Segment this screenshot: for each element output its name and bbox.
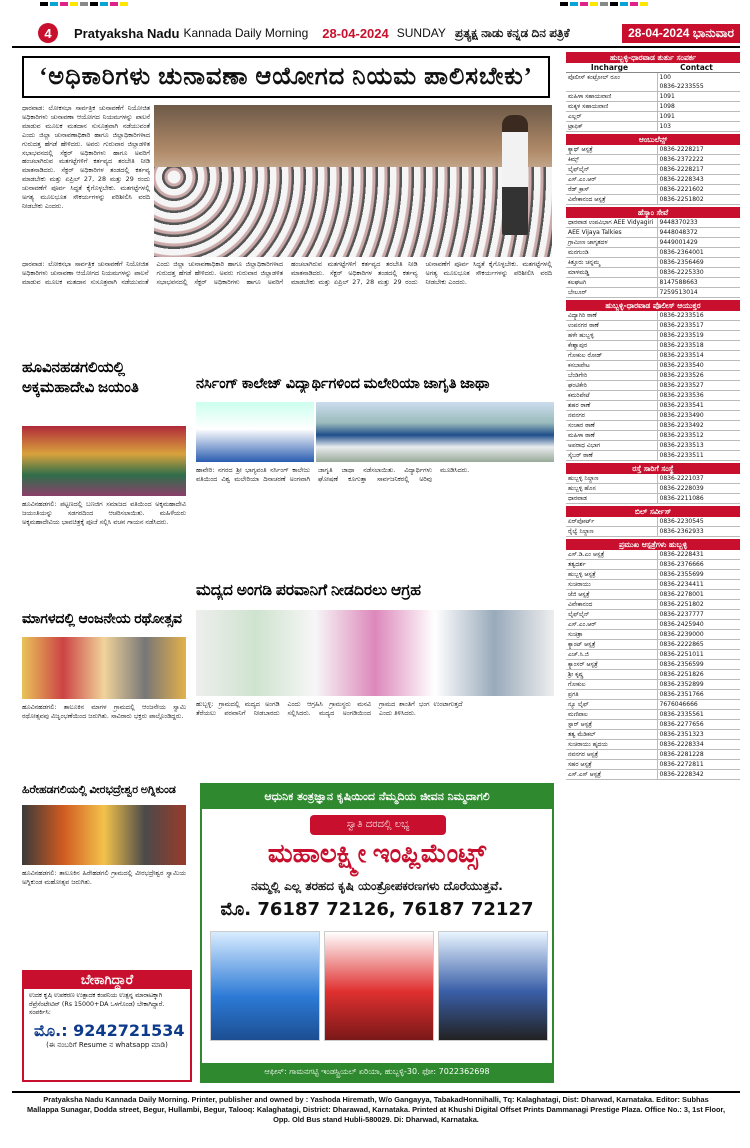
directory-contact: 0836-2233517 xyxy=(659,322,704,329)
lead-body: ಧಾರವಾಡ: ಲೋಕಸಭಾ ಸಾರ್ವತ್ರಿಕ ಚುನಾವಣೆಗೆ ನಿಯೋಜಿತ ಅಧಿಕಾರಿಗಳು ಚುನಾವಣಾ ಆಯೋಗದ ನಿಯಮಗಳನ್ನು ಪಾಲನೆ ಮಾಡುವ ಮೂಲಕ ಮತದಾನ ಸುಸೂತ್ರವಾಗಿ ನಡೆಯುವಂತೆ ಎಂದು ಜಿಲ್ಲಾ ಚುನಾವಣಾಧಿಕಾರಿ ಹಾಗೂ ಜಿಲ್ಲಾಧಿಕಾರಿಗಳಾದ ಗುರುದತ್ತ ಹೆಗಡೆ ಹೇಳಿದರು. ಅವರು ಗುರುವಾರ ಜಿಲ್ಲಾಡಳಿತ ಸಭಾಭವನದಲ್ಲಿ ಸೆಕ್ಟರ್ ಅಧಿಕಾರಿಗಳು ಹಾಗೂ ಅವರಿಗೆ ಹಂಚಲಾಗಿರುವ ಮತಗಟ್ಟೆಗಳಿಗೆ ಕರ್ತವ್ಯದ ತರಬೇತಿ ನೀಡಿ ಮಾತನಾಡಿದರು. ಸೆಕ್ಟರ್ ಅಧಿಕಾರಿಗಳ ತಂಡದಲ್ಲಿ ಕರ್ತವ್ಯ ಮಾಡಬೇಕು ಮತ್ತು ಏಪ್ರಿಲ್ 27, 28 ಮತ್ತು 29 ರಂದು ಚುನಾವಣೆಗೆ ಪೂರ್ವ ಸಿದ್ಧತೆ ಕೈಗೊಳ್ಳಬೇಕು. ಮತಗಟ್ಟೆಗಳಲ್ಲಿ ಅಗತ್ಯ ಮೂಲಭೂತ ಸೌಕರ್ಯಗಳನ್ನು ಪರಿಶೀಲಿಸಿ ವರದಿ ನೀಡಬೇಕು ಎಂದರು. xyxy=(22,104,150,210)
directory-row xyxy=(566,102,740,112)
directory-row xyxy=(566,92,740,102)
directory-contact: 0836-2376666 xyxy=(659,561,704,568)
imprint-footer xyxy=(12,1091,740,1125)
directory-row xyxy=(566,700,740,710)
directory-row xyxy=(566,740,740,750)
directory-incharge: ಅಪರಾಧ ವಿಭಾಗ xyxy=(566,441,658,450)
story-body-anjaneya: ಹೂವಿನಹಡಗಲಿ: ತಾಲೂಕಿನ ಮಾಗಳ ಗ್ರಾಮದಲ್ಲಿ ಆಂಜನೇಯ ಸ್ವಾಮಿ ರಥೋತ್ಸವವು ವಿಜೃಂಭಣೆಯಿಂದ ಜರುಗಿತು. ಸಾವಿರಾರು ಭಕ್ತರು ಪಾಲ್ಗೊಂಡಿದ್ದರು. xyxy=(22,703,186,720)
directory-incharge: ರೈಲ್ವೆ ನಿಲ್ದಾಣ xyxy=(566,527,658,536)
directory-contact: 0836-2233514 xyxy=(659,352,704,359)
akkamahadevi-photo xyxy=(22,426,186,496)
directory-incharge: ಕಿಮ್ಸ್ xyxy=(566,155,658,164)
directory-contact: 0836-2234411 xyxy=(659,581,704,588)
story-body-agnikunda: ಹೂವಿನಹಡಗಲಿ: ತಾಲೂಕಿನ ಹಿರೇಹಡಗಲಿ ಗ್ರಾಮದಲ್ಲಿ ವೀರಭದ್ರೇಶ್ವರ ಸ್ವಾಮಿಯ ಅಗ್ನಿಕುಂಡ ಮಹೋತ್ಸವ ಜರುಗಿತು. xyxy=(22,869,186,886)
directory-incharge: ಮಣಿಪಾಲ xyxy=(566,710,658,719)
directory-incharge: ಪೊಲೀಸ್ ಕಂಟ್ರೋಲ್ ರೂಂ xyxy=(566,73,658,91)
directory-incharge: ಕೇಶ್ವಾಪುರ xyxy=(566,341,658,350)
directory-contact: 0836-2221602 xyxy=(659,186,704,193)
directory-section-title: ಪ್ರಮುಖ ಆಸ್ಪತ್ರೆಗಳು ಹುಬ್ಬಳ್ಳಿ xyxy=(566,539,740,550)
directory-incharge: ಸುಚಿರಾಯು xyxy=(566,580,658,589)
directory-contact: 0836-2233516 xyxy=(659,312,704,319)
directory-contact: 0836-2233536 xyxy=(659,392,704,399)
directory-incharge: ಎಲ್ಲರ್ xyxy=(566,112,658,121)
directory-row xyxy=(566,411,740,421)
directory-row xyxy=(566,517,740,527)
directory-row xyxy=(566,690,740,700)
directory-contact: 0836-2225330 xyxy=(659,269,704,276)
directory-incharge: ಟ್ರಾಫಿಕ್ xyxy=(566,122,658,131)
directory-incharge: ಶ್ರೀ ಕೃಷ್ಣ xyxy=(566,670,658,679)
directory-row xyxy=(566,381,740,391)
directory-contact: 0836-2335561 xyxy=(659,711,704,718)
directory-row xyxy=(566,451,740,461)
directory-contact: 9448370233 xyxy=(659,219,698,226)
directory-row xyxy=(566,228,740,238)
directory-contact: 0836-2251802 xyxy=(659,601,704,608)
directory-contact: 0836-2233492 xyxy=(659,422,704,429)
directory-row xyxy=(566,391,740,401)
directory-incharge: ಬೇಲೂರ್ xyxy=(566,288,658,297)
liquor-protest-photo xyxy=(196,610,554,696)
directory-contact: 9448048372 xyxy=(659,229,698,236)
directory-incharge: ಕ್ಯಾಂಸರ್ ಆಸ್ಪತ್ರೆ xyxy=(566,660,658,669)
story-headline-akkamahadevi: ಹೂವಿನಹಡಗಲಿಯಲ್ಲಿ ಅಕ್ಕಮಹಾದೇವಿ ಜಯಂತಿ xyxy=(22,360,139,396)
directory-row xyxy=(566,720,740,730)
directory-contact: 0836-2228431 xyxy=(659,551,704,558)
directory-contact: 0836-2233511 xyxy=(659,452,704,459)
directory-row xyxy=(566,474,740,484)
directory-contact: 0836-2364001 xyxy=(659,249,704,256)
directory-contact: 8147588663 xyxy=(659,279,698,286)
directory-incharge: ನವನಗರ ಆಸ್ಪತ್ರೆ xyxy=(566,750,658,759)
directory-contact: 100 0836-2233555 xyxy=(659,74,704,90)
directory-incharge: ಕಮರಿಪೇಟೆ xyxy=(566,391,658,400)
directory-row xyxy=(566,550,740,560)
directory-incharge: ವಿದ್ಯಾಗಿರಿ ಠಾಣೆ xyxy=(566,311,658,320)
directory-contact: 0836-2351766 xyxy=(659,691,704,698)
directory-incharge: ತತ್ವ ಮೆಡಿಕಲ್ xyxy=(566,730,658,739)
kannada-date: 28-04-2024 ಭಾನುವಾರ xyxy=(622,24,740,43)
directory-incharge: ಕ್ಯಾಂಟ್ ಆಸ್ಪತ್ರೆ xyxy=(566,640,658,649)
directory-incharge: ಮಹಿಳಾ ಸಹಾಯವಾಣಿ xyxy=(566,92,658,101)
directory-section-title: ರಸ್ತೆ ಸಾರಿಗೆ ಸಂಸ್ಥೆ xyxy=(566,463,740,474)
directory-incharge: ವಿವೇಕಾನಂದ xyxy=(566,600,658,609)
directory-contact: 0836-2251802 xyxy=(659,196,704,203)
directory-row xyxy=(566,288,740,298)
directory-incharge: ಸಂಚಾರ ಠಾಣೆ xyxy=(566,421,658,430)
imprint-line-1: Pratyaksha Nadu Kannada Daily Morning. Printer, publisher and owned by : Yashoda Hiremath, W/o Gangayya, TabakadHonnihalli, Tq: Kalaghatagi, Dist: Dharwad, Karnataka. Editor: Subhas xyxy=(43,1095,709,1104)
directory-contact: 7676046666 xyxy=(659,701,698,708)
directory-row xyxy=(566,165,740,175)
directory-incharge: ಹಳೇ ಹುಬ್ಬಳ್ಳಿ xyxy=(566,331,658,340)
directory-row xyxy=(566,311,740,321)
directory-row xyxy=(566,145,740,155)
contact-header: Contact xyxy=(680,63,713,72)
ad-badge: ಸ್ವಾತಿ ದರದಲ್ಲಿ ಲಭ್ಯ xyxy=(310,815,446,835)
directory-incharge: ತತ್ವದರ್ಶ xyxy=(566,560,658,569)
registration-marks xyxy=(40,2,128,6)
directory-contact: 0836-2233518 xyxy=(659,342,704,349)
directory-row xyxy=(566,431,740,441)
directory-section-title: ಆಂಬುಲೆನ್ಸ್ xyxy=(566,134,740,145)
directory-contact: 0836-2230545 xyxy=(659,518,704,525)
directory-contact: 0836-2211086 xyxy=(659,495,704,502)
directory-section-title: ಬಿಲ್ ಸರ್ವೀಸ್ xyxy=(566,506,740,517)
anjaneya-chariot-photo xyxy=(22,637,186,699)
directory-row xyxy=(566,640,740,650)
directory-row xyxy=(566,361,740,371)
directory-contact: 103 xyxy=(659,123,671,130)
directory-row xyxy=(566,560,740,570)
directory-incharge: ಉಪನಗರ ಠಾಣೆ xyxy=(566,321,658,330)
directory-row xyxy=(566,494,740,504)
directory-contact: 0836-2425940 xyxy=(659,621,704,628)
directory-incharge: ಪ್ರಗತಿ xyxy=(566,690,658,699)
directory-row xyxy=(566,670,740,680)
directory-contact: 9449001429 xyxy=(659,239,698,246)
paper-subtitle: Kannada Daily Morning xyxy=(183,26,309,40)
directory-contact: 0836-2233540 xyxy=(659,362,704,369)
directory-incharge: ಲೈಫ್‌ಲೈನ್ xyxy=(566,165,658,174)
directory-row xyxy=(566,278,740,288)
directory-incharge: ಗೋಕುಲ ರೋಡ್ xyxy=(566,351,658,360)
imprint-line-2: Mallappa Sunagar, Dodda street, Begur, Hullambi, Begur, Talooq: Kalaghatagi, District: Dharawad, Karnataka. Printed at Khushi Digital Offset Prints Dammanagi Prestige Plaza. Office No.: 3, 1st Floor, xyxy=(26,1105,726,1114)
story-headline-malaria: ನರ್ಸಿಂಗ್ ಕಾಲೇಜ್ ವಿದ್ಯಾರ್ಥಿಗಳಿಂದ ಮಲೇರಿಯಾ ಜಾಗೃತಿ ಜಾಥಾ xyxy=(196,376,490,392)
paper-title: Pratyaksha Nadu xyxy=(74,25,180,41)
directory-incharge: ಹುಬ್ಬಳ್ಳಿ ಹೊಸ xyxy=(566,484,658,493)
directory-contact: 0836-2352899 xyxy=(659,681,704,688)
trailer-image xyxy=(438,931,548,1041)
directory-row xyxy=(566,258,740,268)
directory-row xyxy=(566,248,740,258)
directory-contact: 1098 xyxy=(659,103,675,110)
directory-contact: 0836-2355699 xyxy=(659,571,704,578)
directory-incharge: ಕಸಬಾಪೇಟ xyxy=(566,361,658,370)
story-body-akkamahadevi: ಹೂವಿನಹಡಗಲಿ: ಪಟ್ಟಣದಲ್ಲಿ ಬಣಜಿಗ ಸಮಾಜದ ವತಿಯಿಂದ ಅಕ್ಕಮಹಾದೇವಿ ಜಯಂತಿಯನ್ನು ಸಡಗರದಿಂದ ಆಚರಿಸಲಾಯಿತು. ಮಹಿಳೆಯರು ಅಕ್ಕಮಹಾದೇವಿಯ ಭಾವಚಿತ್ರಕ್ಕೆ ಪೂಜೆ ಸಲ್ಲಿಸಿ ವಚನ ಗಾಯನ ನಡೆಸಿದರು. xyxy=(22,500,186,526)
directory-incharge: ಏರ್‌ಪೋರ್ಟ್ xyxy=(566,517,658,526)
directory-contact: 0836-2228334 xyxy=(659,741,704,748)
directory-incharge: ಗ್ರಾಮೀಣ ಜಾಗೃತದಳ xyxy=(566,238,658,247)
page-number: 4 xyxy=(38,23,58,43)
ad-address: ಆಫೀಸ್: ಗಾಮನಗಟ್ಟಿ ಇಂಡಸ್ಟ್ರಿಯಲ್ ಏರಿಯಾ, ಹುಬ್ಬಳ್ಳಿ-30. ಫೋ: 7022362698 xyxy=(202,1063,552,1081)
directory-contact: 0836-2233519 xyxy=(659,332,704,339)
ad-brand-name: ಮಹಾಲಕ್ಷ್ಮೀ ಇಂಪ್ಲಿಮೆಂಟ್ಸ್ xyxy=(267,839,487,868)
directory-incharge: ಧಾರವಾಡ ಉಪವಿಭಾಗ AEE Vidyagiri xyxy=(566,218,658,227)
directory-incharge: ರೆಡ್ ಕ್ರಾಸ್ xyxy=(566,185,658,194)
directory-incharge: ಸ್ಟಾರ್ ಆಸ್ಪತ್ರೆ xyxy=(566,720,658,729)
story-headline-anjaneya: ಮಾಗಳದಲ್ಲಿ ಆಂಜನೇಯ ರಥೋತ್ಸವ xyxy=(22,612,183,627)
directory-row xyxy=(566,770,740,780)
directory-contact: 0836-2228343 xyxy=(659,176,704,183)
directory-contact: 1091 xyxy=(659,113,675,120)
directory-incharge: ಹುಬ್ಬಳ್ಳಿ ಆಸ್ಪತ್ರೆ xyxy=(566,570,658,579)
ad-tagline: ಆಧುನಿಕ ತಂತ್ರಜ್ಞಾನ ಕೃಷಿಯಿಂದ ನೆಮ್ಮದಿಯ ಜೀವನ ನಿಮ್ಮದಾಗಲಿ xyxy=(202,785,552,809)
directory-row xyxy=(566,175,740,185)
directory-incharge: ಸುಚಿರಾಯು ಹೃದಯ xyxy=(566,740,658,749)
ad-subline: ನಮ್ಮಲ್ಲಿ ಎಲ್ಲ ತರಹದ ಕೃಷಿ ಯಂತ್ರೋಪಕರಣಗಳು ದೊರೆಯುತ್ತವೆ. xyxy=(251,879,503,893)
directory-contact: 1091 xyxy=(659,93,675,100)
directory-incharge: ಎಚ್.ಸಿ.ಜಿ xyxy=(566,650,658,659)
registration-marks-right xyxy=(560,2,648,6)
job-body: ಉದಕ ಕೃಷಿ ಉಪಕರಣ ಉತ್ಪಾದಕ ಕಂಪನಿಯ ಉತ್ಪನ್ನ ಮಾರಾಟಕ್ಕಾಗಿ ರೆಪ್ರೆಸೆಂಟೇಟಿವ್ (Rs 15000+DA ಒಳಗೊಂಡ) ಬೇಕಾಗಿದ್ದಾರೆ. ಸಂಪರ್ಕಿಸಿ: xyxy=(29,992,165,1016)
directory-contact: 0836-2356469 xyxy=(659,259,704,266)
directory-row xyxy=(566,341,740,351)
directory-incharge: ಎಸ್.ಎಂ.ಆರ್ xyxy=(566,175,658,184)
directory-section-title: ಹುಬ್ಬಳ್ಳಿ-ಧಾರವಾಡ ಪೊಲೀಸ್ ಆಯುಕ್ತರ xyxy=(566,300,740,311)
directory-contact: 0836-2228217 xyxy=(659,166,704,173)
directory-row xyxy=(566,484,740,494)
directory-row xyxy=(566,730,740,740)
directory-incharge: ಕಲಘಟಗಿ xyxy=(566,278,658,287)
malaria-rally-photo xyxy=(316,402,554,462)
directory-row xyxy=(566,590,740,600)
directory-row xyxy=(566,710,740,720)
directory-incharge: ಎಸ್.ಡಿ.ಎಂ ಆಸ್ಪತ್ರೆ xyxy=(566,550,658,559)
directory-incharge: ಗೋಕುಲ xyxy=(566,680,658,689)
directory-incharge: ಎಸ್.ಎಂ.ಆರ್ xyxy=(566,620,658,629)
plough-image xyxy=(210,931,320,1041)
directory-contact: 0836-2228217 xyxy=(659,146,704,153)
directory-body xyxy=(566,73,740,780)
directory-row xyxy=(566,155,740,165)
directory-incharge: AEE Vijaya Talkies xyxy=(566,228,658,237)
directory-row xyxy=(566,421,740,431)
job-title: ಬೇಕಾಗಿದ್ದಾರೆ xyxy=(24,972,190,989)
directory-contact: 0836-2233512 xyxy=(659,432,704,439)
directory-incharge: ಲೈಫ್‌ಲೈನ್ xyxy=(566,610,658,619)
directory-row xyxy=(566,650,740,660)
nursing-college-photo xyxy=(196,402,314,462)
directory-incharge: ಸಹರ ಆಸ್ಪತ್ರೆ xyxy=(566,760,658,769)
emergency-directory xyxy=(566,50,740,780)
directory-row xyxy=(566,527,740,537)
job-classified xyxy=(22,970,192,1082)
directory-title: ಹುಬ್ಬಳ್ಳಿ-ಧಾರವಾಡ ತುರ್ತು ಸಂಪರ್ಕ xyxy=(566,52,740,63)
directory-contact: 0836-2281228 xyxy=(659,751,704,758)
directory-row xyxy=(566,401,740,411)
directory-contact: 0836-2278001 xyxy=(659,591,704,598)
directory-contact: 0836-2228039 xyxy=(659,485,704,492)
directory-incharge: ಜೆಜಿ ಆಸ್ಪತ್ರೆ xyxy=(566,590,658,599)
directory-row xyxy=(566,238,740,248)
directory-incharge: ಸೈಬರ್ ಠಾಣೆ xyxy=(566,451,658,460)
directory-incharge: ನ್ಯೂ ಲೈಫ್ xyxy=(566,700,658,709)
directory-incharge: ಕಿತ್ತೂರು ಚನ್ನಮ್ಮ xyxy=(566,258,658,267)
directory-incharge: ಘಂಟಿಕೇರಿ xyxy=(566,381,658,390)
directory-row xyxy=(566,441,740,451)
directory-contact: 0836-2272811 xyxy=(659,761,704,768)
directory-incharge: ವಿವೇಕಾನಂದ ಆಸ್ಪತ್ರೆ xyxy=(566,195,658,204)
kannada-title: ಪ್ರತ್ಯಕ್ಷ ನಾಡು ಕನ್ನಡ ದಿನ ಪತ್ರಿಕೆ xyxy=(455,25,570,40)
directory-contact: 0836-2277656 xyxy=(659,721,704,728)
directory-row xyxy=(566,660,740,670)
agnikunda-photo xyxy=(22,805,186,865)
directory-contact: 0836-2221037 xyxy=(659,475,704,482)
directory-row xyxy=(566,580,740,590)
directory-row xyxy=(566,750,740,760)
header-rule xyxy=(12,46,740,48)
directory-row xyxy=(566,331,740,341)
directory-incharge: ಮನಗುಂಡಿ xyxy=(566,248,658,257)
directory-contact: 7259513014 xyxy=(659,289,698,296)
job-phone: ಮೊ.: 9242721534 xyxy=(34,1020,185,1040)
story-body-malaria: ಹಾವೇರಿ: ನಗರದ ಶ್ರೀ ಭಾಗ್ಯವಂತಿ ನರ್ಸಿಂಗ್ ಕಾಲೇಜು ವತಿಯಿಂದ ವಿಶ್ವ ಮಲೇರಿಯಾ ದಿನಾಚರಣೆ ಅಂಗವಾಗಿ ಜಾಗೃತಿ ಜಾಥಾ ನಡೆಸಲಾಯಿತು. ವಿದ್ಯಾರ್ಥಿಗಳು ಘೋಷಣೆ ಕೂಗುತ್ತಾ ಸಾರ್ವಜನಿಕರಲ್ಲಿ ಅರಿವು ಮೂಡಿಸಿದರು. xyxy=(196,466,470,483)
directory-row xyxy=(566,570,740,580)
directory-row xyxy=(566,630,740,640)
directory-incharge: ಮಕ್ಕಳ ಸಹಾಯವಾಣಿ xyxy=(566,102,658,111)
rotavator-image xyxy=(324,931,434,1041)
directory-contact: 0836-2372222 xyxy=(659,156,704,163)
directory-row xyxy=(566,321,740,331)
meeting-hall-photo xyxy=(154,105,552,257)
directory-row xyxy=(566,268,740,278)
imprint-line-3: Opp. Old Bus stand Hubli-580029. Di: Dharwad, Karnataka. xyxy=(273,1115,479,1124)
incharge-header: Incharge xyxy=(590,63,629,72)
directory-contact: 0836-2233541 xyxy=(659,402,704,409)
directory-incharge: ಹುಬ್ಬಳ್ಳಿ ನಿಲ್ದಾಣ xyxy=(566,474,658,483)
directory-incharge: ಧಾರವಾಡ xyxy=(566,494,658,503)
directory-contact: 0836-2239000 xyxy=(659,631,704,638)
directory-contact: 0836-2351323 xyxy=(659,731,704,738)
directory-row xyxy=(566,122,740,132)
directory-contact: 0836-2233490 xyxy=(659,412,704,419)
implements-advertisement xyxy=(200,783,554,1083)
directory-contact: 0836-2356599 xyxy=(659,661,704,668)
directory-row xyxy=(566,680,740,690)
story-headline-agnikunda: ಹಿರೇಹಡಗಲಿಯಲ್ಲಿ ವೀರಭದ್ರೇಶ್ವರ ಅಗ್ನಿಕುಂಡ xyxy=(22,784,176,796)
directory-row xyxy=(566,73,740,92)
directory-row xyxy=(566,195,740,205)
directory-contact: 0836-2362933 xyxy=(659,528,704,535)
directory-row xyxy=(566,351,740,361)
directory-incharge: ಶಹರ ಠಾಣೆ xyxy=(566,401,658,410)
masthead xyxy=(0,22,750,44)
directory-row xyxy=(566,185,740,195)
directory-row xyxy=(566,112,740,122)
job-note: (ಈ ನಂಬರಿಗೆ Resume ನ whatsapp ಮಾಡಿ) xyxy=(46,1040,168,1049)
story-body-liquor: ಹುಬ್ಬಳ್ಳಿ: ಗ್ರಾಮದಲ್ಲಿ ಮದ್ಯದ ಅಂಗಡಿ ತೆರೆಯಲು ಪರವಾನಿಗೆ ನೀಡಬಾರದು ಎಂದು ಆಗ್ರಹಿಸಿ ಗ್ರಾಮಸ್ಥರು ಮನವಿ ಸಲ್ಲಿಸಿದರು. ಮದ್ಯದ ಅಂಗಡಿಯಿಂದ ಗ್ರಾಮದ ಶಾಂತಿಗೆ ಭಂಗ ಉಂಟಾಗುತ್ತದೆ ಎಂದು ತಿಳಿಸಿದರು. xyxy=(196,700,463,717)
directory-row xyxy=(566,610,740,620)
lead-headline: ‘ಅಧಿಕಾರಿಗಳು ಚುನಾವಣಾ ಆಯೋಗದ ನಿಯಮ ಪಾಲಿಸಬೇಕು’ xyxy=(22,56,550,98)
directory-contact: 0836-2251011 xyxy=(659,651,704,658)
story-headline-liquor: ಮದ್ಯದ ಅಂಗಡಿ ಪರವಾನಿಗೆ ನೀಡದಿರಲು ಆಗ್ರಹ xyxy=(196,582,421,599)
ad-phone: ಮೊ. 76187 72126, 76187 72127 xyxy=(220,899,534,920)
directory-row xyxy=(566,371,740,381)
directory-row xyxy=(566,600,740,610)
directory-contact: 0836-2237777 xyxy=(659,611,704,618)
directory-section-title: ಹೆಸ್ಕಾಂ ಸೇವೆ xyxy=(566,207,740,218)
directory-contact: 0836-2233526 xyxy=(659,372,704,379)
directory-row xyxy=(566,620,740,630)
issue-day: SUNDAY xyxy=(396,26,446,40)
directory-incharge: ಸುಚಿತ್ರಾ xyxy=(566,630,658,639)
directory-row xyxy=(566,760,740,770)
directory-contact: 0836-2228342 xyxy=(659,771,704,778)
directory-contact: 0836-2233513 xyxy=(659,442,704,449)
directory-contact: 0836-2222865 xyxy=(659,641,704,648)
directory-row xyxy=(566,218,740,228)
directory-column-headers xyxy=(566,63,740,73)
directory-incharge: ಕ್ಯಾಥ್ ಆಸ್ಪತ್ರೆ xyxy=(566,145,658,154)
directory-incharge: ಬೆಂಡಿಗೇರಿ xyxy=(566,371,658,380)
lead-body-continued: ಧಾರವಾಡ: ಲೋಕಸಭಾ ಸಾರ್ವತ್ರಿಕ ಚುನಾವಣೆಗೆ ನಿಯೋಜಿತ ಅಧಿಕಾರಿಗಳು ಚುನಾವಣಾ ಆಯೋಗದ ನಿಯಮಗಳನ್ನು ಪಾಲನೆ ಮಾಡುವ ಮೂಲಕ ಮತದಾನ ಸುಸೂತ್ರವಾಗಿ ನಡೆಯುವಂತೆ ಎಂದು ಜಿಲ್ಲಾ ಚುನಾವಣಾಧಿಕಾರಿ ಹಾಗೂ ಜಿಲ್ಲಾಧಿಕಾರಿಗಳಾದ ಗುರುದತ್ತ ಹೆಗಡೆ ಹೇಳಿದರು. ಅವರು ಗುರುವಾರ ಜಿಲ್ಲಾಡಳಿತ ಸಭಾಭವನದಲ್ಲಿ ಸೆಕ್ಟರ್ ಅಧಿಕಾರಿಗಳು ಹಾಗೂ ಅವರಿಗೆ ಹಂಚಲಾಗಿರುವ ಮತಗಟ್ಟೆಗಳಿಗೆ ಕರ್ತವ್ಯದ ತರಬೇತಿ ನೀಡಿ ಮಾತನಾಡಿದರು. ಸೆಕ್ಟರ್ ಅಧಿಕಾರಿಗಳ ತಂಡದಲ್ಲಿ ಕರ್ತವ್ಯ ಮಾಡಬೇಕು ಮತ್ತು ಏಪ್ರಿಲ್ 27, 28 ಮತ್ತು 29 ರಂದು ಚುನಾವಣೆಗೆ ಪೂರ್ವ ಸಿದ್ಧತೆ ಕೈಗೊಳ್ಳಬೇಕು. ಮತಗಟ್ಟೆಗಳಲ್ಲಿ ಅಗತ್ಯ ಮೂಲಭೂತ ಸೌಕರ್ಯಗಳನ್ನು ಪರಿಶೀಲಿಸಿ ವರದಿ ನೀಡಬೇಕು ಎಂದರು. xyxy=(22,260,552,286)
issue-date: 28-04-2024 xyxy=(322,25,389,41)
directory-incharge: ಎಸ್.ಎಸ್ ಆಸ್ಪತ್ರೆ xyxy=(566,770,658,779)
directory-incharge: ಮಾಳಮಡ್ಡಿ xyxy=(566,268,658,277)
directory-contact: 0836-2251826 xyxy=(659,671,704,678)
directory-incharge: ನವನಗರ xyxy=(566,411,658,420)
directory-incharge: ಮಹಿಳಾ ಠಾಣೆ xyxy=(566,431,658,440)
directory-contact: 0836-2233527 xyxy=(659,382,704,389)
